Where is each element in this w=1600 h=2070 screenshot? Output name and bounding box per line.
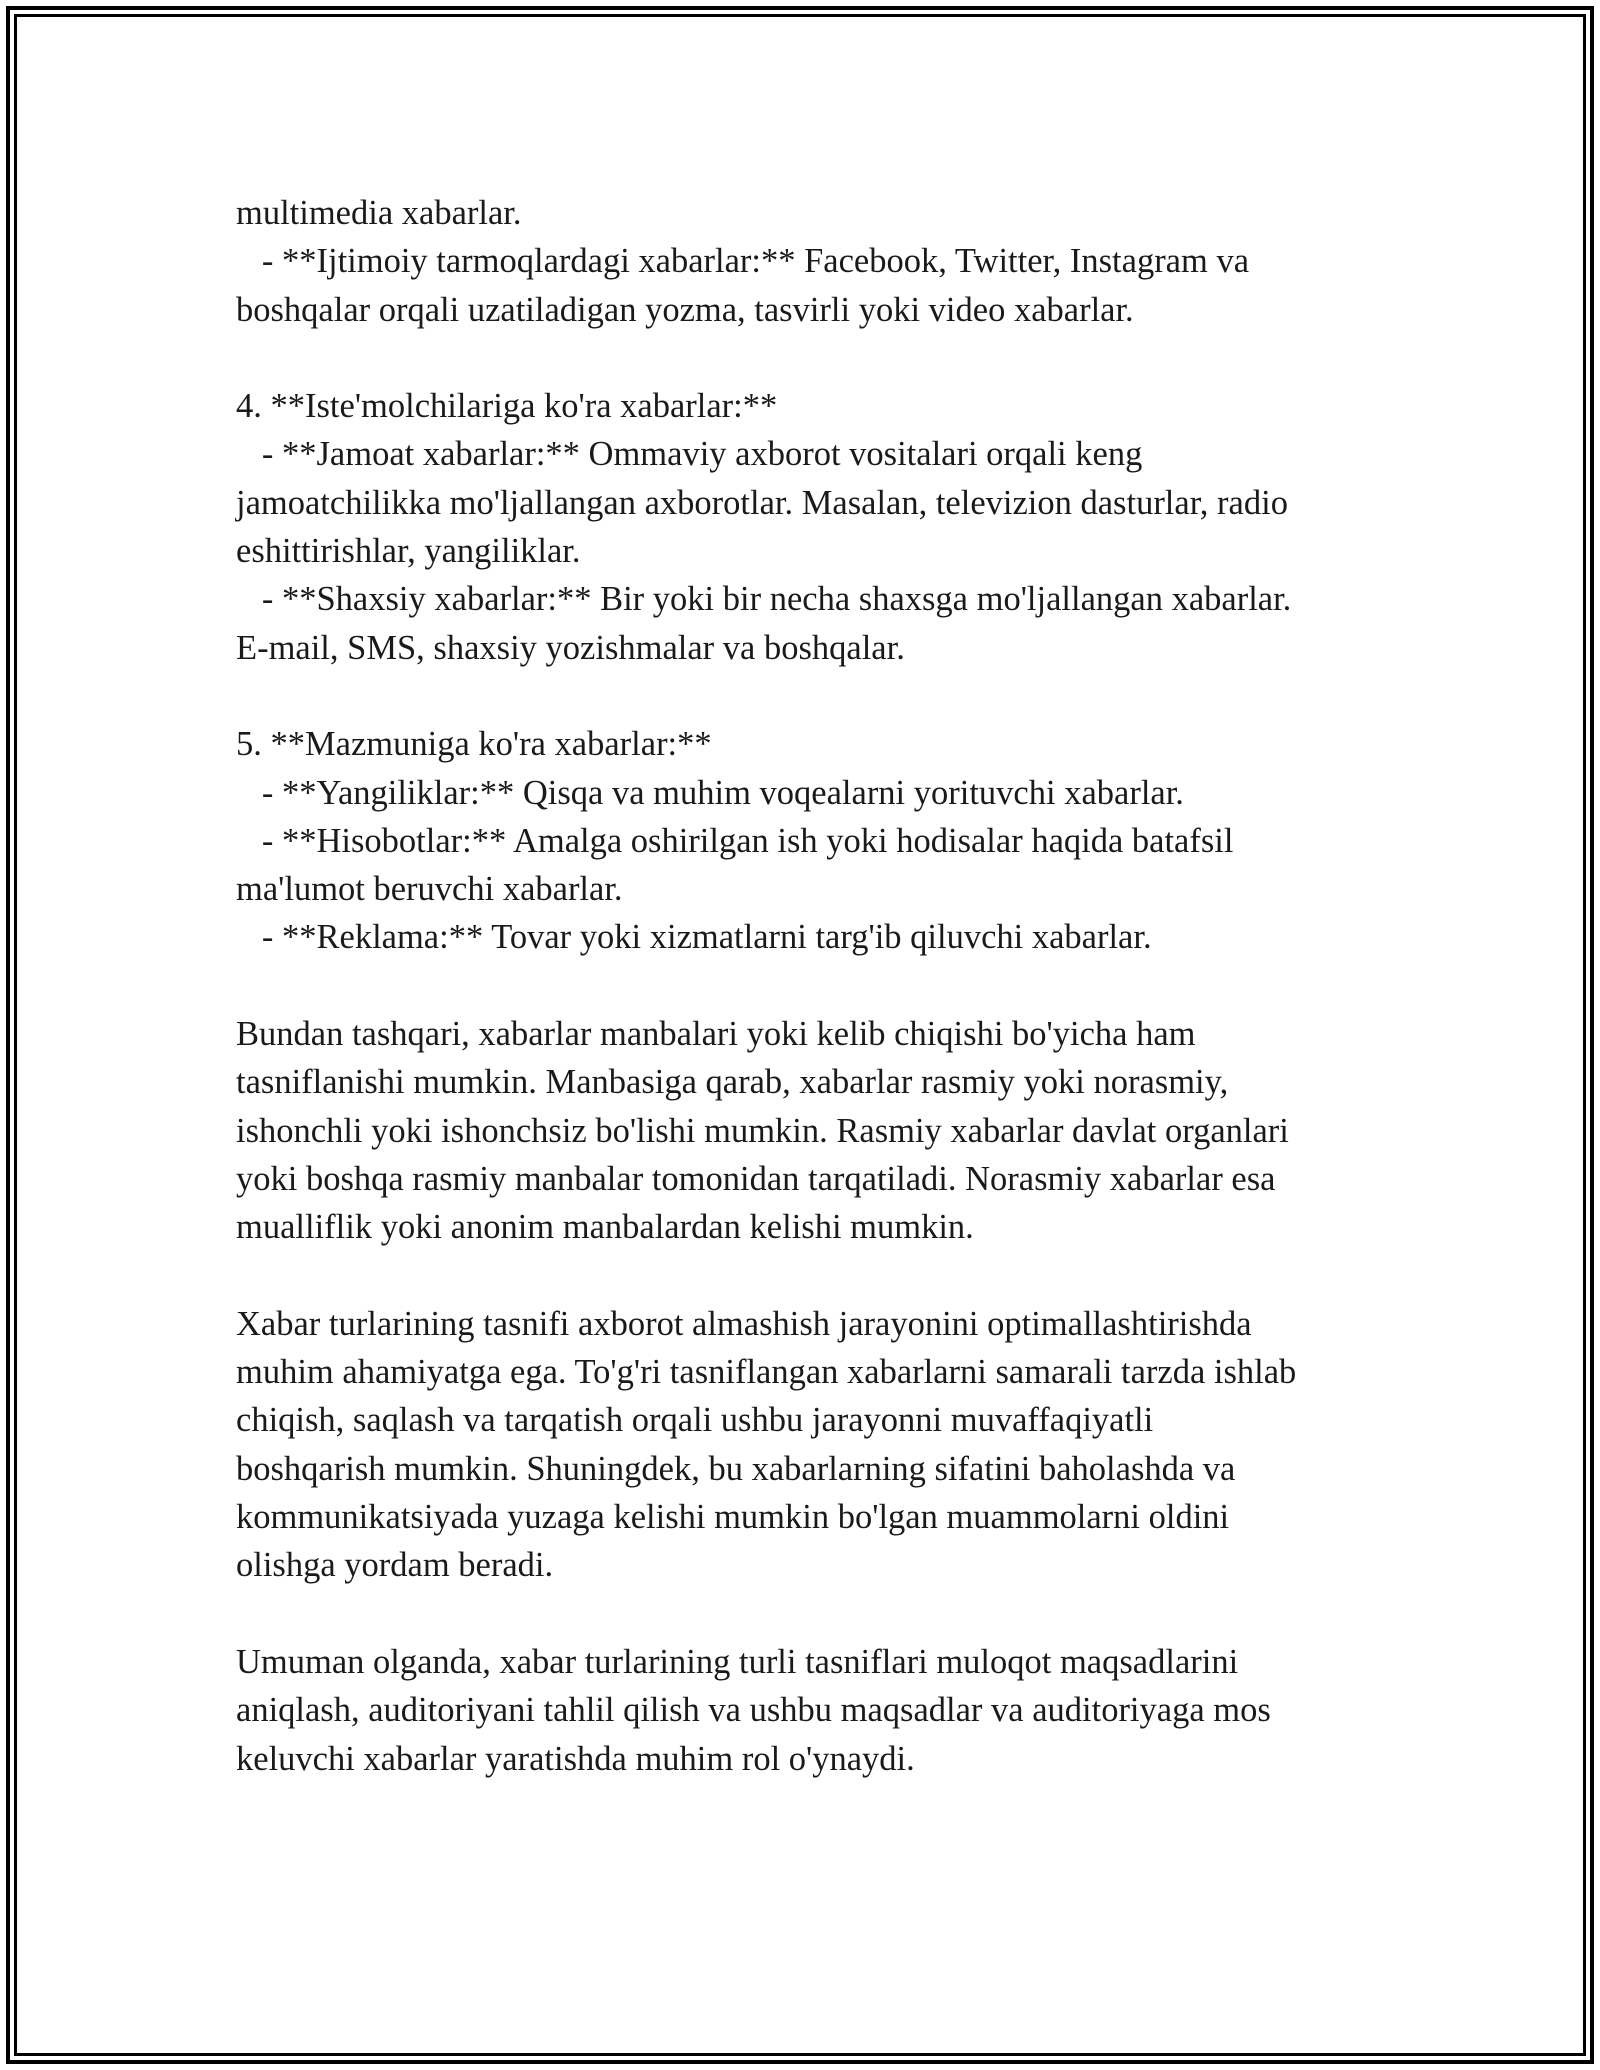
text-line: chiqish, saqlash va tarqatish orqali ushbu jarayonni muvaffaqiyatli <box>236 1401 1154 1440</box>
text-line: yoki boshqa rasmiy manbalar tomonidan tarqatiladi. Norasmiy xabarlar esa <box>236 1159 1276 1198</box>
text-line: E-mail, SMS, shaxsiy yozishmalar va boshqalar. <box>236 628 905 667</box>
text-line: eshittirishlar, yangiliklar. <box>236 532 581 571</box>
blank-line <box>236 1252 1396 1300</box>
text-line: muhim ahamiyatga ega. To'g'ri tasniflangan xabarlarni samarali tarzda ishlab <box>236 1353 1297 1392</box>
section-heading: 4. **Iste'molchilariga ko'ra xabarlar:** <box>236 387 778 426</box>
text-line: Xabar turlarining tasnifi axborot almashish jarayonini optimallashtirishda <box>236 1304 1252 1343</box>
text-line: - **Shaxsiy xabarlar:** Bir yoki bir necha shaxsga mo'ljallangan xabarlar. <box>236 580 1292 619</box>
text-line: olishga yordam beradi. <box>236 1546 554 1585</box>
text-line: Bundan tashqari, xabarlar manbalari yoki kelib chiqishi bo'yicha ham <box>236 1015 1196 1054</box>
text-line: Umuman olganda, xabar turlarining turli tasniflari muloqot maqsadlarini <box>236 1642 1239 1681</box>
text-line: ishonchli yoki ishonchsiz bo'lishi mumkin. Rasmiy xabarlar davlat organlari <box>236 1111 1289 1150</box>
text-line: jamoatchilikka mo'ljallangan axborotlar. Masalan, televizion dasturlar, radio <box>236 483 1288 522</box>
text-line: ma'lumot beruvchi xabarlar. <box>236 870 623 909</box>
text-line: - **Jamoat xabarlar:** Ommaviy axborot vositalari orqali keng <box>236 435 1143 474</box>
text-line: keluvchi xabarlar yaratishda muhim rol o'ynaydi. <box>236 1739 915 1778</box>
blank-line <box>236 962 1396 1010</box>
text-line: - **Hisobotlar:** Amalga oshirilgan ish yoki hodisalar haqida batafsil <box>236 821 1234 860</box>
section-heading: 5. **Mazmuniga ko'ra xabarlar:** <box>236 725 712 764</box>
document-body <box>236 189 1396 1783</box>
text-line: aniqlash, auditoriyani tahlil qilish va ushbu maqsadlar va auditoriyaga mos <box>236 1691 1271 1730</box>
text-line: boshqalar orqali uzatiladigan yozma, tasvirli yoki video xabarlar. <box>236 290 1134 329</box>
text-line: kommunikatsiyada yuzaga kelishi mumkin bo'lgan muammolarni oldini <box>236 1498 1230 1537</box>
text-line: mualliflik yoki anonim manbalardan kelishi mumkin. <box>236 1208 974 1247</box>
text-line: - **Yangiliklar:** Qisqa va muhim voqealarni yorituvchi xabarlar. <box>236 773 1184 812</box>
text-line: - **Ijtimoiy tarmoqlardagi xabarlar:** Facebook, Twitter, Instagram va <box>236 242 1250 281</box>
text-line: multimedia xabarlar. <box>236 194 522 232</box>
blank-line <box>236 672 1396 720</box>
text-line: - **Reklama:** Tovar yoki xizmatlarni targ'ib qiluvchi xabarlar. <box>236 918 1152 957</box>
text-line: boshqarish mumkin. Shuningdek, bu xabarlarning sifatini baholashda va <box>236 1449 1236 1488</box>
blank-line <box>236 1590 1396 1638</box>
blank-line <box>236 334 1396 382</box>
text-line: tasniflanishi mumkin. Manbasiga qarab, xabarlar rasmiy yoki norasmiy, <box>236 1063 1229 1102</box>
